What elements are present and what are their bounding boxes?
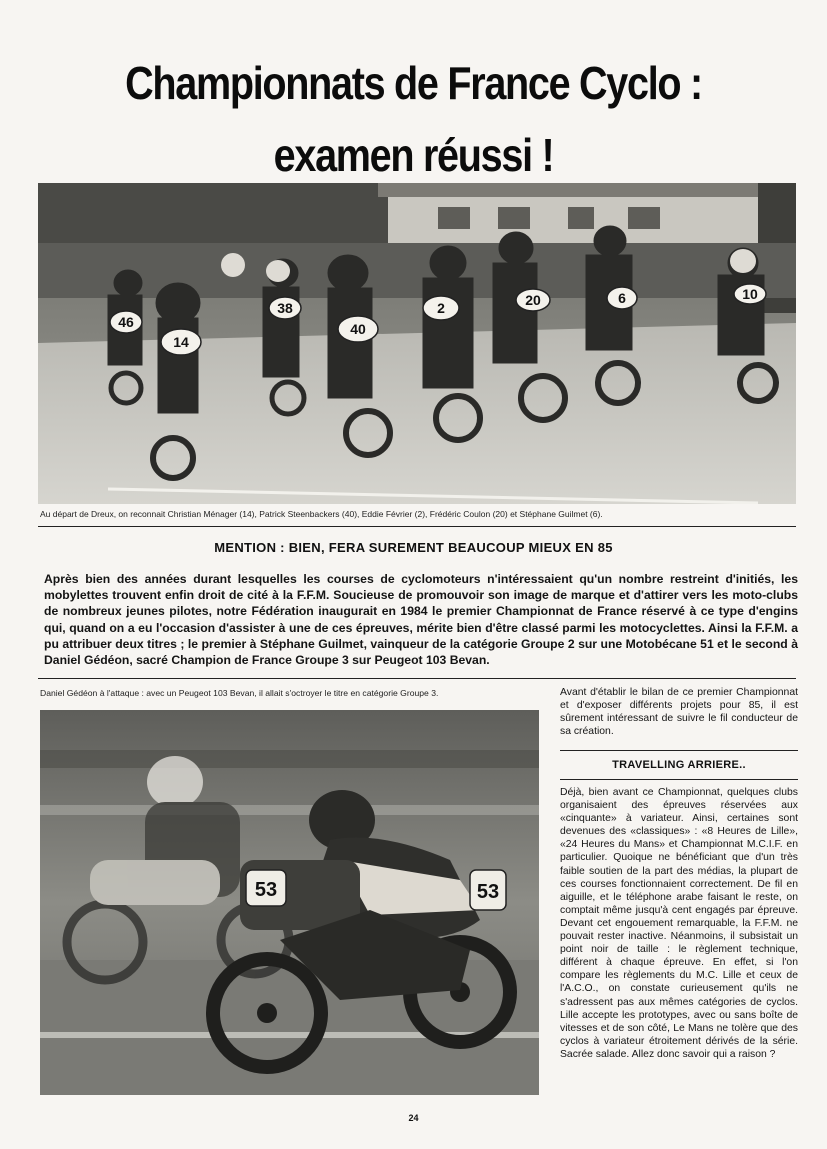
plate-number: 2 [437,300,445,316]
rider-photo-caption: Daniel Gédéon à l'attaque : avec un Peugeot 103 Bevan, il allait s'octroyer le titre en catégorie Groupe 3. [40,688,439,698]
article-title-line-1: Championnats de France Cyclo : [125,57,702,109]
divider [38,526,796,527]
rider-action-photo [40,710,539,1095]
plate-number: 40 [350,321,366,337]
divider [38,678,796,679]
plate-number: 38 [277,300,293,316]
race-start-caption: Au départ de Dreux, on reconnait Christian Ménager (14), Patrick Steenbackers (40), Eddie Février (2), Frédéric Coulon (20) et Stéphane Guilmet (6). [40,509,603,519]
plate-number: 20 [525,292,541,308]
plate-number: 6 [618,290,626,306]
column-subhead: TRAVELLING ARRIERE.. [612,759,746,771]
column-intro: Avant d'établir le bilan de ce premier Championnat et d'exposer différents projets pour 85, il est sûrement intéressant de suivre le fil conducteur de sa création. [560,687,798,738]
column-body: Déjà, bien avant ce Championnat, quelques clubs organisaient des épreuves réservées aux «cinquante» à variateur. Ainsi, certaines sont devenues des «classiques» : «8 Heures de Lille», «24 Heures du Mans» et Championnat M.C.I.F. en particulier. Quoique ne bénéficiant que d'un très faible soutien de la part des médias, la plupart de ces courses fonctionnaient correctement. De fil en aiguille, et le téléphone arabe faisant le reste, on comptait même jusqu'à cent engagés par épreuve. Devant cet engouement remarquable, la F.F.M. ne pouvait rester inactive. Néanmoins, il subsistait un point noir de taille : le règlement technique, différent à chaque épreuve. En effet, si l'on compare les règlements du M.C. Lille et ceux de l'A.C.O., on constate curieusement qu'ils ne s'adressent pas aux mêmes catégories de cyclos. Lille accepte les prototypes, avec ou sans boîte de vitesses et de son côté, Le Mans ne tolère que des cyclos à variateur étroitement dérivés de la série. Sacrée salade. Allez donc savoir qui a raison ? [560,787,798,1060]
article-title-line-2: examen réussi ! [273,129,554,181]
plate-number: 53 [254,879,278,901]
intro-paragraph: Après bien des années durant lesquelles les courses de cyclomoteurs n'intéressaient qu'un nombre restreint d'initiés, les mobylettes trouvent enfin droit de cité à la F.F.M. Soucieuse de promouvoir son image de marque et d'attirer vers les moto-clubs de nombreux jeunes pilotes, notre Fédération inaugurait en 1984 le premier Championnat de France réservé à ce type d'engins qui, quand on a eu l'occasion d'assister à une de ces épreuves, mérite bien d'être classé parmi les motocyclettes. Ainsi la F.F.M. a pu attribuer deux titres ; le premier à Stéphane Guilmet, vainqueur de la catégorie Groupe 2 sur une Motobécane 51 et le second à Daniel Gédéon, sacré Champion de France Groupe 3 sur Peugeot 103 Bevan. [44,572,798,668]
plate-number: 53 [476,881,500,903]
divider [560,779,798,780]
page-number: 24 [408,1113,419,1123]
plate-number: 46 [118,314,134,330]
section-subhead: MENTION : BIEN, FERA SUREMENT BEAUCOUP MIEUX EN 85 [214,540,613,555]
divider [560,750,798,751]
race-start-photo [38,183,796,504]
plate-number: 14 [173,334,189,350]
plate-number: 10 [742,286,758,302]
